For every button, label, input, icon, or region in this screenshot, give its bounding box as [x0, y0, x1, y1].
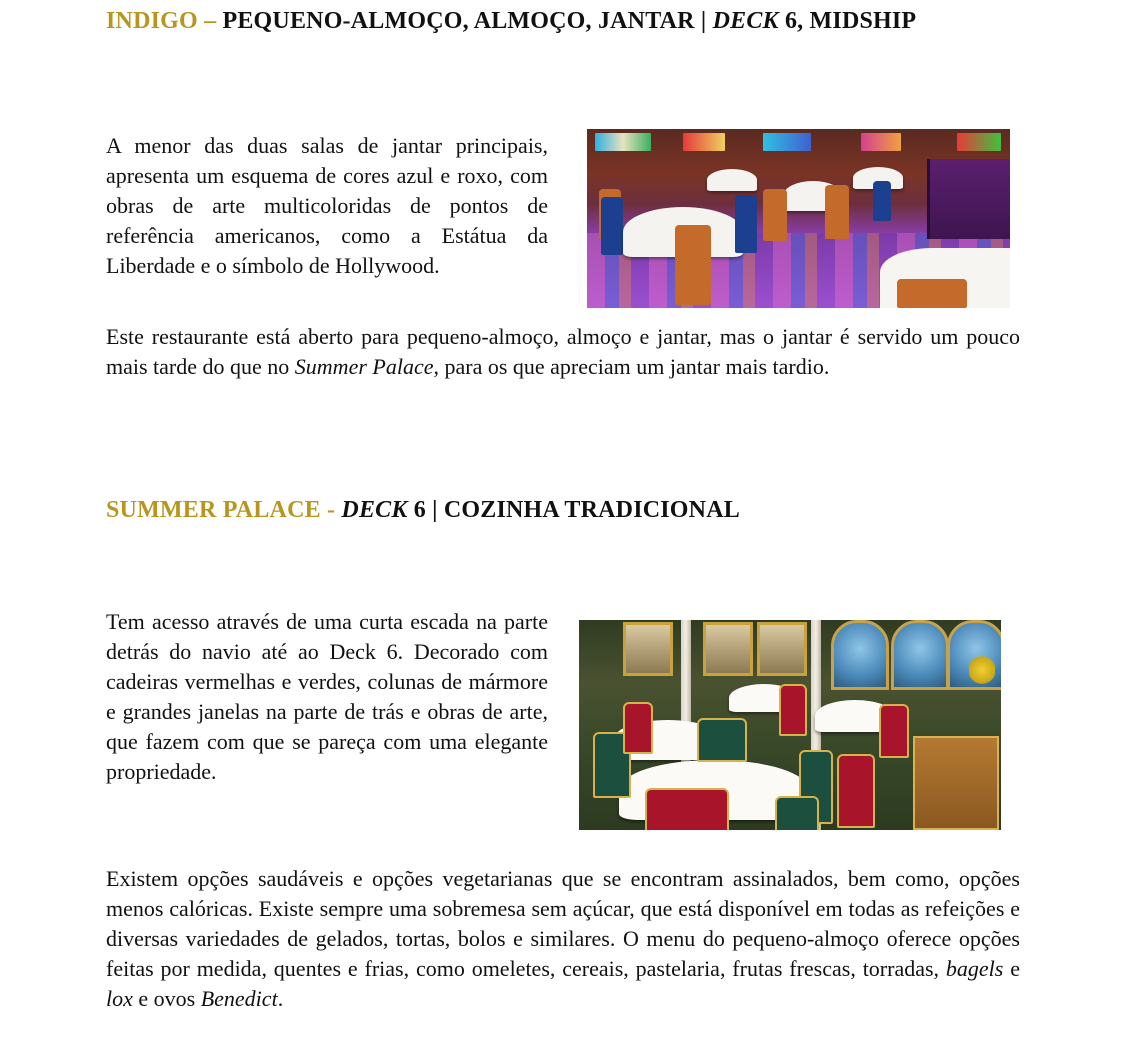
indigo-heading-deck-word: DECK [712, 8, 779, 34]
menu-benedict: Benedict [200, 986, 278, 1011]
indigo-description: A menor das duas salas de jantar principais, apresenta um esquema de cores azul e roxo, com obras de arte multicoloridas de pontos de referência americanos, como a Estátua da Liberdade e o símbolo de Hollywood. [106, 133, 548, 278]
indigo-heading-deck-rest: 6, MIDSHIP [778, 8, 917, 34]
indigo-hours-paragraph [106, 322, 1020, 382]
summer-palace-restaurant-photo [579, 620, 1001, 830]
menu-lox: lox [106, 986, 133, 1011]
indigo-hours-text-b: , para os que apreciam um jantar mais tardio. [433, 354, 830, 379]
summer-palace-menu-paragraph [106, 864, 1020, 1014]
summer-palace-description: Tem acesso através de uma curta escada na parte detrás do navio até ao Deck 6. Decorado com cadeiras vermelhas e verdes, colunas de mármore e grandes janelas na parte de trás e obras de arte, que fazem com que se pareça com uma elegante propriedade. [106, 609, 548, 784]
menu-text-ovos: e ovos [132, 986, 201, 1011]
indigo-heading-name: INDIGO – [106, 8, 223, 34]
indigo-restaurant-photo [587, 129, 1010, 308]
indigo-hours-text-a: Este restaurante está aberto para pequeno-almoço, almoço e jantar, mas o jantar é servido um pouco mais tarde do que no [106, 324, 1020, 379]
summer-palace-heading [106, 497, 740, 524]
menu-text-end: . [277, 986, 284, 1011]
indigo-heading-meals: PEQUENO-ALMOÇO, ALMOÇO, JANTAR | [222, 8, 713, 34]
indigo-heading [106, 8, 916, 35]
menu-text-a: Existem opções saudáveis e opções vegetarianas que se encontram assinalados, bem como, opções menos calóricas. Existe sempre uma sobremesa sem açúcar, que está disponível em todas as refeições e diversas variedades de gelados, tortas, bolos e similares. O menu do pequeno-almoço oferece opções feitas por medida, quentes e frias, como omeletes, cereais, pastelaria, frutas frescas, torradas, [106, 866, 1020, 981]
summer-palace-heading-deck-word: DECK [341, 497, 408, 523]
summer-palace-heading-rest: 6 | COZINHA TRADICIONAL [407, 497, 740, 523]
indigo-hours-summer-palace: Summer Palace [294, 354, 434, 379]
summer-palace-heading-name: SUMMER PALACE - [106, 497, 342, 523]
menu-text-e: e [1003, 956, 1021, 981]
menu-bagels: bagels [945, 956, 1004, 981]
